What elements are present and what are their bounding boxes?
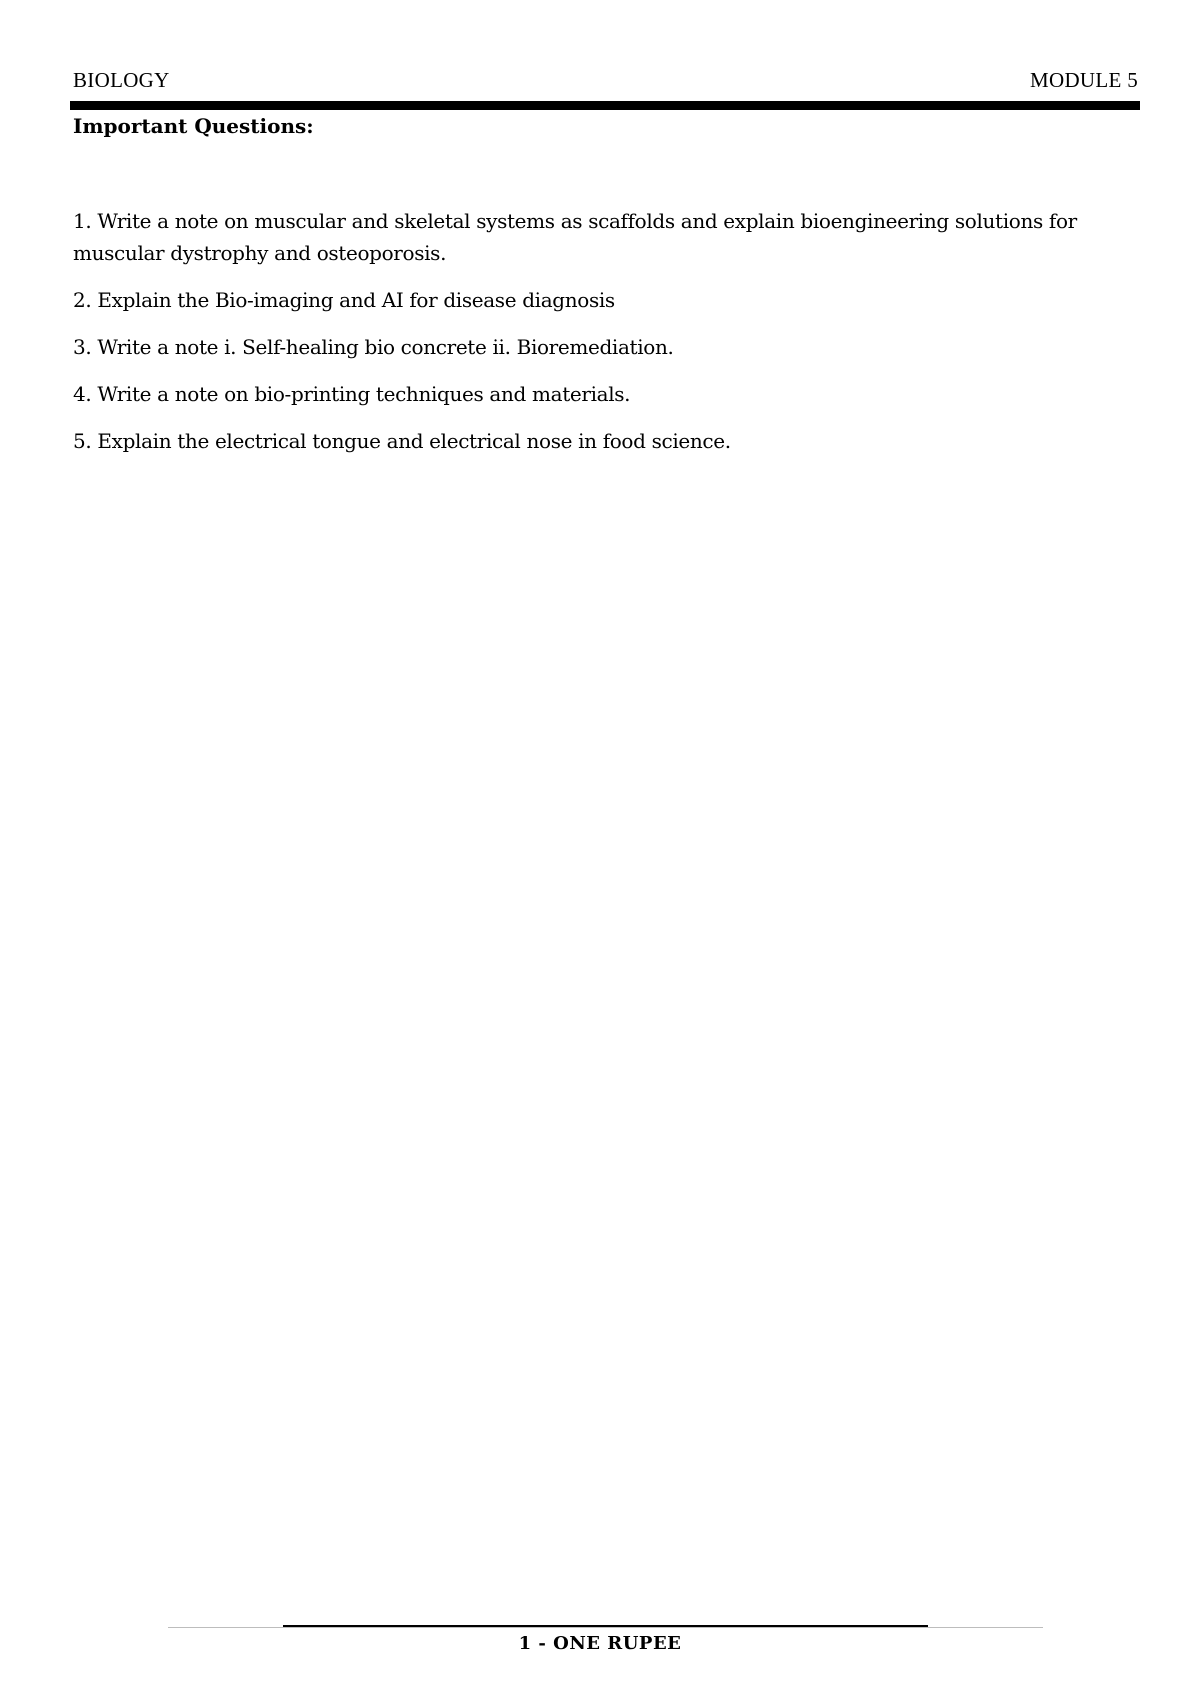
question-item: 4. Write a note on bio-printing techniques and materials. [73, 382, 631, 406]
header-subject: BIOLOGY [73, 68, 170, 92]
footer-divider-inner [283, 1625, 928, 1627]
footer-divider-outer [168, 1627, 1043, 1628]
question-list [73, 205, 1141, 472]
header-divider [70, 101, 1140, 110]
page-header [73, 68, 1138, 94]
question-item: 2. Explain the Bio-imaging and AI for disease diagnosis [73, 288, 615, 312]
question-item: 5. Explain the electrical tongue and electrical nose in food science. [73, 429, 731, 453]
header-module: MODULE 5 [1030, 68, 1138, 92]
page-footer: 1 - ONE RUPEE [518, 1633, 682, 1654]
question-item: 3. Write a note i. Self-healing bio concrete ii. Bioremediation. [73, 335, 674, 359]
question-item: 1. Write a note on muscular and skeletal systems as scaffolds and explain bioengineering solutions for muscular dystrophy and osteoporosis. [73, 209, 1077, 265]
section-title: Important Questions: [73, 114, 314, 138]
